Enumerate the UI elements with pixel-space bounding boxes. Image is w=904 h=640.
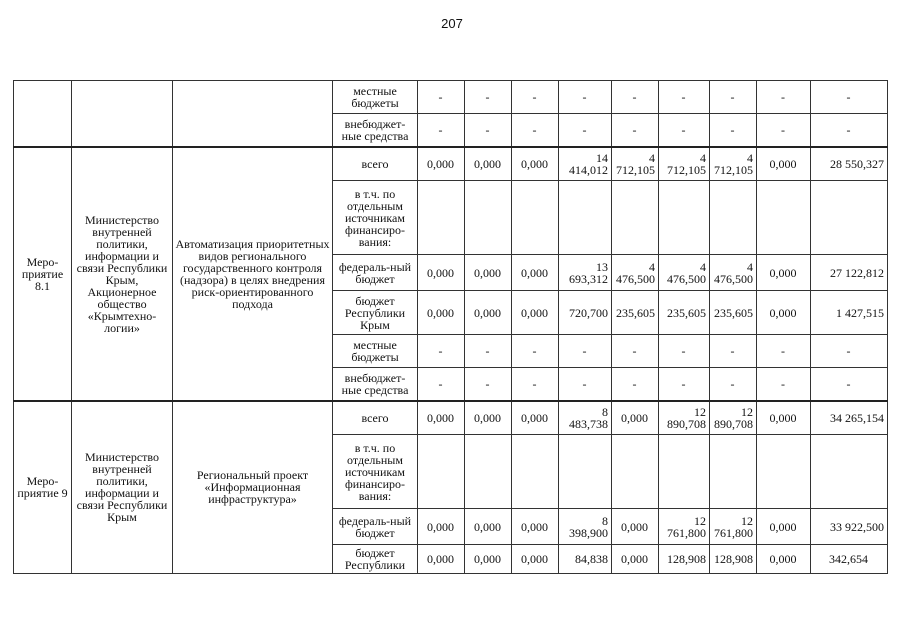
value-cell: 34 265,154 (811, 401, 888, 435)
value-cell (710, 181, 757, 255)
value-cell: 8 483,738 (559, 401, 612, 435)
value-cell: - (512, 368, 559, 401)
funding-source: федераль-ный бюджет (333, 255, 418, 291)
table-row (14, 81, 888, 114)
value-cell: 4 712,105 (710, 147, 757, 181)
value-cell: - (659, 81, 710, 114)
value-cell: 0,000 (612, 401, 659, 435)
value-cell (612, 435, 659, 509)
value-cell (757, 435, 811, 509)
value-cell: - (465, 335, 512, 368)
value-cell: 0,000 (612, 509, 659, 545)
value-cell: 0,000 (512, 509, 559, 545)
value-cell: 720,700 (559, 291, 612, 335)
budget-table (13, 80, 888, 574)
funding-source: всего (333, 147, 418, 181)
value-cell: - (811, 368, 888, 401)
activity-label (14, 81, 72, 147)
value-cell: 12 761,800 (659, 509, 710, 545)
value-cell: 0,000 (512, 291, 559, 335)
value-cell: 0,000 (512, 545, 559, 574)
activity-label: Меро-приятие 9 (14, 401, 72, 574)
value-cell: 0,000 (757, 147, 811, 181)
funding-source: всего (333, 401, 418, 435)
value-cell: 8 398,900 (559, 509, 612, 545)
funding-source: местные бюджеты (333, 81, 418, 114)
value-cell: 128,908 (710, 545, 757, 574)
value-cell: - (559, 114, 612, 147)
value-cell: - (659, 335, 710, 368)
value-cell: 0,000 (465, 291, 512, 335)
value-cell: - (559, 368, 612, 401)
value-cell: 12 761,800 (710, 509, 757, 545)
value-cell: - (659, 368, 710, 401)
value-cell (512, 181, 559, 255)
value-cell: 0,000 (465, 147, 512, 181)
value-cell (559, 435, 612, 509)
value-cell: - (757, 81, 811, 114)
value-cell: - (465, 81, 512, 114)
activity-name: Автоматизация приоритетных видов регионального государственного контроля (надзора) в целях внедрения риск-ориентированного подхода (173, 147, 333, 401)
value-cell: 84,838 (559, 545, 612, 574)
funding-source: в т.ч. по отдельным источникам финансиро-вания: (333, 181, 418, 255)
value-cell (612, 181, 659, 255)
value-cell: 342,654 (811, 545, 888, 574)
funding-source: в т.ч. по отдельным источникам финансиро-вания: (333, 435, 418, 509)
value-cell (710, 435, 757, 509)
value-cell: 4 476,500 (710, 255, 757, 291)
value-cell: - (559, 81, 612, 114)
value-cell: 0,000 (757, 255, 811, 291)
value-cell: - (811, 114, 888, 147)
value-cell (465, 435, 512, 509)
value-cell: 0,000 (418, 147, 465, 181)
value-cell: 235,605 (612, 291, 659, 335)
activity-name: Региональный проект «Информационная инфраструктура» (173, 401, 333, 574)
value-cell: 4 712,105 (612, 147, 659, 181)
value-cell: 1 427,515 (811, 291, 888, 335)
funding-source: внебюджет-ные средства (333, 114, 418, 147)
value-cell: - (757, 368, 811, 401)
funding-source: бюджет Республики (333, 545, 418, 574)
value-cell: - (418, 368, 465, 401)
value-cell: - (710, 335, 757, 368)
value-cell: 12 890,708 (710, 401, 757, 435)
value-cell: 0,000 (465, 255, 512, 291)
value-cell (418, 181, 465, 255)
value-cell: 0,000 (512, 255, 559, 291)
value-cell: 0,000 (418, 401, 465, 435)
value-cell: 27 122,812 (811, 255, 888, 291)
value-cell: - (465, 368, 512, 401)
value-cell (418, 435, 465, 509)
value-cell: 4 712,105 (659, 147, 710, 181)
activity-executor (72, 81, 173, 147)
value-cell: 0,000 (465, 545, 512, 574)
value-cell: - (418, 335, 465, 368)
value-cell: - (757, 114, 811, 147)
activity-executor: Министерство внутренней политики, информации и связи Республики Крым (72, 401, 173, 574)
value-cell: 28 550,327 (811, 147, 888, 181)
funding-source: бюджет Республики Крым (333, 291, 418, 335)
value-cell: - (811, 335, 888, 368)
value-cell (757, 181, 811, 255)
value-cell (659, 435, 710, 509)
value-cell: 128,908 (659, 545, 710, 574)
value-cell (659, 181, 710, 255)
funding-source: местные бюджеты (333, 335, 418, 368)
value-cell: 0,000 (512, 147, 559, 181)
value-cell: 0,000 (418, 255, 465, 291)
value-cell: - (612, 368, 659, 401)
value-cell: - (710, 368, 757, 401)
value-cell: - (465, 114, 512, 147)
value-cell: - (612, 335, 659, 368)
value-cell: - (512, 81, 559, 114)
value-cell: - (659, 114, 710, 147)
value-cell: - (512, 335, 559, 368)
value-cell: 0,000 (465, 509, 512, 545)
value-cell: 12 890,708 (659, 401, 710, 435)
value-cell: 0,000 (757, 509, 811, 545)
value-cell: 0,000 (465, 401, 512, 435)
value-cell (811, 181, 888, 255)
value-cell: 14 414,012 (559, 147, 612, 181)
table-row (14, 401, 888, 435)
value-cell: - (559, 335, 612, 368)
value-cell (465, 181, 512, 255)
value-cell: - (418, 81, 465, 114)
activity-name (173, 81, 333, 147)
value-cell: - (612, 114, 659, 147)
value-cell: - (811, 81, 888, 114)
value-cell: 4 476,500 (659, 255, 710, 291)
value-cell (512, 435, 559, 509)
value-cell: 0,000 (757, 401, 811, 435)
table-row (14, 147, 888, 181)
funding-source: внебюджет-ные средства (333, 368, 418, 401)
page-number: 207 (441, 16, 463, 31)
value-cell: 0,000 (418, 509, 465, 545)
funding-source: федераль-ный бюджет (333, 509, 418, 545)
value-cell: 235,605 (659, 291, 710, 335)
value-cell: 4 476,500 (612, 255, 659, 291)
value-cell: - (710, 114, 757, 147)
value-cell: 33 922,500 (811, 509, 888, 545)
value-cell: 0,000 (757, 291, 811, 335)
value-cell: 0,000 (418, 291, 465, 335)
value-cell: - (512, 114, 559, 147)
value-cell: 0,000 (418, 545, 465, 574)
value-cell (811, 435, 888, 509)
value-cell: 0,000 (757, 545, 811, 574)
activity-executor: Министерство внутренней политики, информации и связи Республики Крым, Акционерное общество «Крымтехно-логии» (72, 147, 173, 401)
value-cell: - (710, 81, 757, 114)
value-cell: 235,605 (710, 291, 757, 335)
value-cell: - (612, 81, 659, 114)
value-cell: 0,000 (612, 545, 659, 574)
value-cell: - (418, 114, 465, 147)
value-cell: 0,000 (512, 401, 559, 435)
value-cell (559, 181, 612, 255)
activity-label: Меро-приятие 8.1 (14, 147, 72, 401)
value-cell: 13 693,312 (559, 255, 612, 291)
value-cell: - (757, 335, 811, 368)
